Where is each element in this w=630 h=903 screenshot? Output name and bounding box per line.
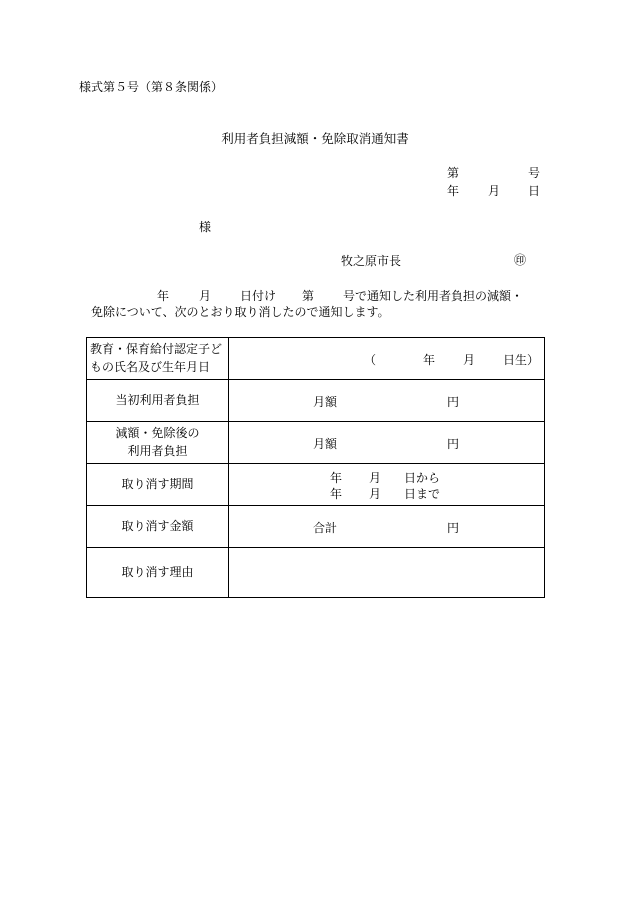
- value-cancel-period[interactable]: [229, 464, 545, 506]
- reduced-amount-prefix: 月額: [313, 437, 338, 451]
- issue-date-day: 日: [528, 184, 541, 198]
- reduced-amount-unit: 円: [447, 437, 460, 451]
- period-to-month: 月: [369, 487, 382, 501]
- value-initial-burden[interactable]: [229, 380, 545, 422]
- body-rest: 号で通知した利用者負担の減額・: [343, 289, 524, 303]
- period-to-year: 年: [330, 487, 343, 501]
- body-line-2: 免除について、次のとおり取り消したので通知します。: [91, 305, 390, 319]
- period-from-month: 月: [369, 471, 382, 485]
- birth-day: 日生）: [503, 353, 540, 367]
- form-number: 様式第５号（第８条関係）: [79, 80, 224, 94]
- issue-date-year: 年: [447, 184, 460, 198]
- birth-open: （: [364, 353, 377, 367]
- cancel-amount-prefix: 合計: [313, 521, 338, 535]
- issuer-title: 牧之原市長: [341, 254, 402, 268]
- issue-date-month: 月: [488, 184, 501, 198]
- label-cancel-period: 取り消す期間: [87, 464, 229, 506]
- body-dai: 第: [302, 289, 315, 303]
- label-cancel-amount: 取り消す金額: [87, 506, 229, 548]
- period-to-day: 日まで: [404, 487, 441, 501]
- doc-number-suffix: 号: [528, 166, 541, 180]
- period-from-year: 年: [330, 471, 343, 485]
- initial-amount-unit: 円: [447, 395, 460, 409]
- body-dated: 日付け: [240, 289, 277, 303]
- recipient-honorific: 様: [199, 220, 212, 234]
- table-row-cancel-reason: [87, 548, 545, 598]
- table-row-cancel-period: [87, 464, 545, 506]
- label-initial-burden: 当初利用者負担: [87, 380, 229, 422]
- table-row-cancel-amount: [87, 506, 545, 548]
- label-cancel-reason: 取り消す理由: [87, 548, 229, 598]
- label-reduced-burden: 減額・免除後の 利用者負担: [87, 422, 229, 464]
- period-from-day: 日から: [404, 471, 441, 485]
- seal-mark: ㊞: [514, 253, 527, 267]
- table-row-child: [87, 338, 545, 380]
- table-row-initial-burden: [87, 380, 545, 422]
- value-cancel-amount[interactable]: [229, 506, 545, 548]
- body-year: 年: [157, 289, 170, 303]
- cancel-amount-unit: 円: [447, 521, 460, 535]
- doc-number-prefix: 第: [447, 166, 460, 180]
- birth-year: 年: [423, 353, 436, 367]
- table-row-reduced-burden: [87, 422, 545, 464]
- label-child-name-birth: 教育・保育給付認定子ど もの氏名及び生年月日: [87, 338, 229, 380]
- body-month: 月: [199, 289, 212, 303]
- value-cancel-reason[interactable]: [229, 548, 545, 598]
- info-table: [86, 337, 545, 598]
- birth-month: 月: [463, 353, 476, 367]
- value-child-name-birth[interactable]: [229, 338, 545, 380]
- initial-amount-prefix: 月額: [313, 395, 338, 409]
- value-reduced-burden[interactable]: [229, 422, 545, 464]
- document-title: 利用者負担減額・免除取消通知書: [221, 131, 409, 146]
